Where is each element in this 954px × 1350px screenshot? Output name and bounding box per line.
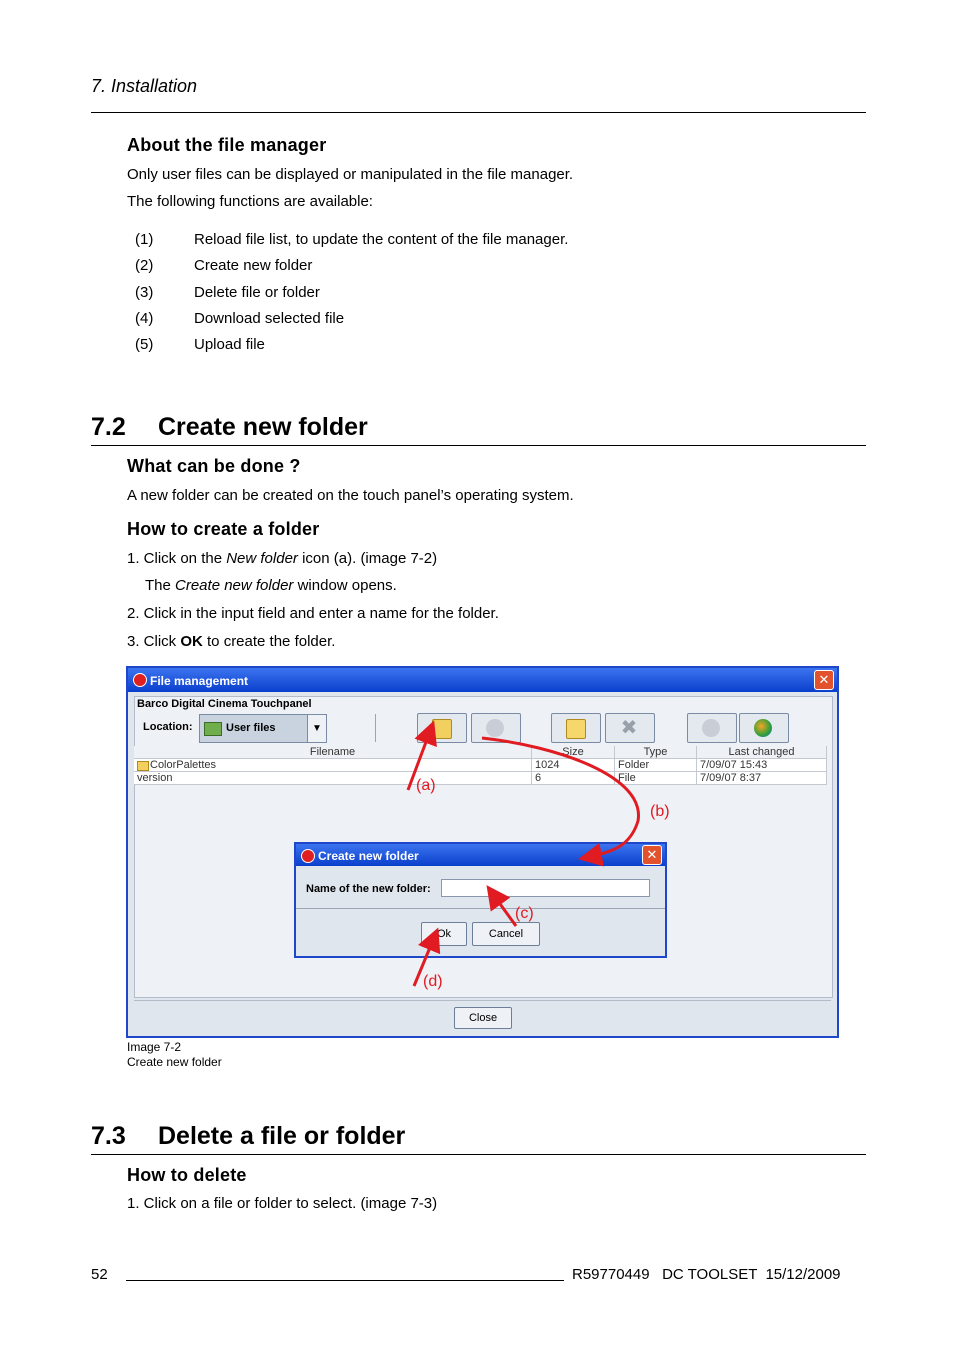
cancel-button[interactable]: Cancel <box>472 922 540 946</box>
delete-step-1: 1. Click on a file or folder to select. (image 7-3) <box>127 1195 438 1212</box>
callout-label-c: (c) <box>515 905 534 922</box>
table-cell: 7/09/07 15:43 <box>697 759 827 772</box>
column-header[interactable]: Filename <box>134 746 532 759</box>
table-row[interactable]: version <box>134 772 532 785</box>
footer-doc-info: R59770449 DC TOOLSET 15/12/2009 <box>572 1266 841 1283</box>
step-3: 3. Click OK to create the folder. <box>127 633 336 650</box>
function-text: Create new folder <box>194 257 313 274</box>
caption-number: Image 7-2 <box>127 1040 182 1054</box>
step-1-result: The Create new folder window opens. <box>145 577 397 594</box>
table-cell: 7/09/07 8:37 <box>697 772 827 785</box>
how-to-delete-heading: How to delete <box>127 1165 247 1185</box>
section-7-3-title <box>91 1122 405 1151</box>
delete-icon: ✖ <box>620 717 638 739</box>
about-paragraph-1: Only user files can be displayed or manipulated in the file manager. <box>127 166 574 183</box>
close-icon[interactable]: ✕ <box>642 845 662 865</box>
column-header[interactable]: Type <box>615 746 697 759</box>
caption-title: Create new folder <box>127 1055 222 1069</box>
callout-arrows <box>126 666 839 1038</box>
location-value: User files <box>226 722 276 734</box>
column-header[interactable]: Size <box>532 746 615 759</box>
ok-button[interactable]: Ok <box>421 922 467 946</box>
footer-rule <box>126 1280 564 1281</box>
chevron-down-icon[interactable]: ▼ <box>307 715 326 742</box>
table-cell: 6 <box>532 772 615 785</box>
panel-title: Barco Digital Cinema Touchpanel <box>137 698 312 710</box>
function-number: (4) <box>135 310 154 327</box>
callout-label-b: (b) <box>650 803 670 820</box>
function-text: Download selected file <box>194 310 345 327</box>
function-number: (3) <box>135 284 154 301</box>
close-icon[interactable]: ✕ <box>814 670 834 690</box>
arrow-b <box>482 738 638 858</box>
step-2: 2. Click in the input field and enter a name for the folder. <box>127 605 499 622</box>
what-text: A new folder can be created on the touch panel’s operating system. <box>127 487 574 504</box>
section-rule <box>91 445 866 446</box>
how-heading: How to create a folder <box>127 519 320 539</box>
function-number: (1) <box>135 231 154 248</box>
section-number: 7.3 <box>91 1122 126 1150</box>
table-row[interactable]: ColorPalettes <box>134 759 532 772</box>
section-title: Create new folder <box>158 413 368 441</box>
section-rule <box>91 1154 866 1155</box>
arrow-c <box>490 890 516 926</box>
chapter-header: 7. Installation <box>91 76 198 96</box>
section-7-2-title <box>91 413 368 442</box>
callout-label-a: (a) <box>416 777 436 794</box>
function-text: Delete file or folder <box>194 284 320 301</box>
what-heading: What can be done ? <box>127 456 301 476</box>
close-button[interactable]: Close <box>454 1007 512 1029</box>
table-cell: 1024 <box>532 759 615 772</box>
dialog-label: Name of the new folder: <box>306 883 431 895</box>
table-cell: Folder <box>615 759 697 772</box>
function-text: Upload file <box>194 336 265 353</box>
dialog-title: Create new folder <box>318 849 419 863</box>
header-rule <box>91 112 866 113</box>
location-label: Location: <box>143 721 193 733</box>
column-header[interactable]: Last changed <box>697 746 827 759</box>
about-heading: About the file manager <box>127 135 327 155</box>
function-number: (2) <box>135 257 154 274</box>
table-cell: File <box>615 772 697 785</box>
window-title: File management <box>150 674 249 688</box>
page-number: 52 <box>91 1266 108 1283</box>
function-text: Reload file list, to update the content of the file manager. <box>194 231 569 248</box>
step-1: 1. Click on the New folder icon (a). (image 7-2) <box>127 550 438 567</box>
about-paragraph-2: The following functions are available: <box>127 193 373 210</box>
section-number: 7.2 <box>91 413 126 441</box>
screenshot-figure <box>126 666 839 1038</box>
section-title: Delete a file or folder <box>158 1122 406 1150</box>
function-number: (5) <box>135 336 154 353</box>
callout-label-d: (d) <box>423 973 443 990</box>
